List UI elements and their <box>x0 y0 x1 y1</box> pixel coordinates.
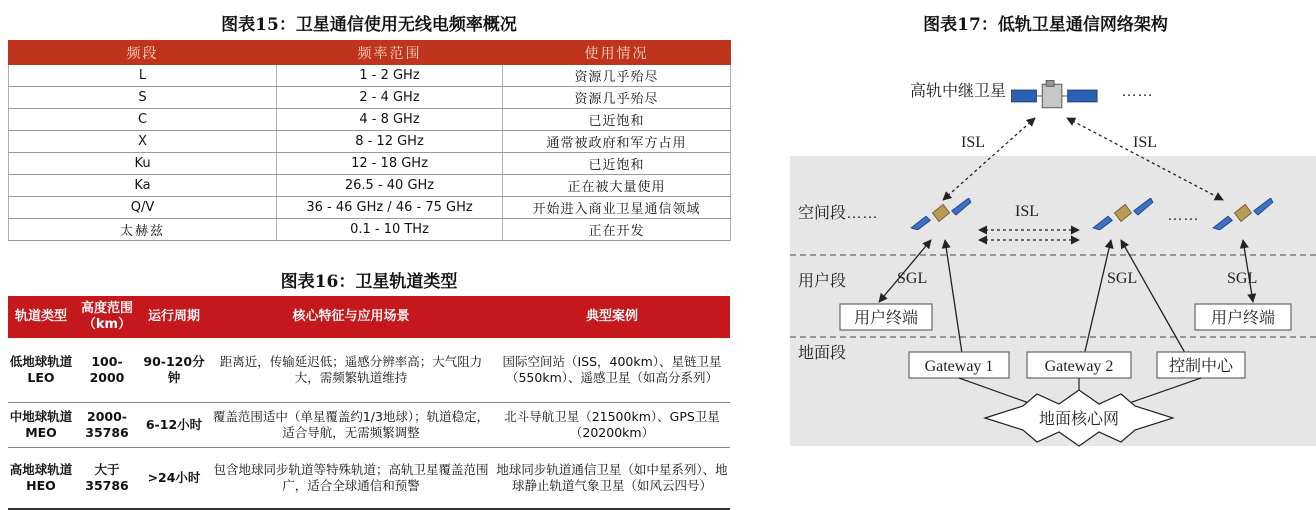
figure17-title: 图表17：低轨卫星通信网络架构 <box>923 15 1168 35</box>
period-cell: >24小时 <box>140 448 208 510</box>
table-row <box>9 87 731 109</box>
feature-cell: 包含地球同步轨道等特殊轨道；高轨卫星覆盖范围广，适合全球通信和预警 <box>208 448 494 510</box>
user-segment-label: 用户段 <box>798 273 847 290</box>
period-cell: 90-120分钟 <box>140 338 208 403</box>
feature-cell: 覆盖范围适中（单星覆盖约1/3地球）；轨道稳定，适合导航，无需频繁调整 <box>208 403 494 448</box>
column-header: 频段 <box>9 41 277 65</box>
isl-label-left: ISL <box>961 134 985 151</box>
orbit-name-cell: 高地球轨道HEO <box>8 448 74 510</box>
usage-cell: 已近饱和 <box>503 109 731 131</box>
table-row <box>8 338 730 403</box>
altitude-cell: 2000-35786 <box>74 403 140 448</box>
table-row <box>8 403 730 448</box>
sgl-label-middle: SGL <box>1107 270 1138 287</box>
column-header: 使用情况 <box>503 41 731 65</box>
table-row <box>8 448 730 510</box>
range-cell: 36 - 46 GHz / 46 - 75 GHz <box>277 197 503 219</box>
table-row <box>9 109 731 131</box>
core-network-label: 地面核心网 <box>1038 411 1120 428</box>
range-cell: 0.1 - 10 THz <box>277 219 503 241</box>
relay-satellite-label: 高轨中继卫星 <box>910 83 1007 100</box>
relay-satellite-icon <box>1011 80 1097 107</box>
column-header: 运行周期 <box>140 296 208 338</box>
table-row <box>9 175 731 197</box>
band-cell: Ka <box>9 175 277 197</box>
left-column <box>8 0 730 509</box>
usage-cell: 开始进入商业卫星通信领域 <box>503 197 731 219</box>
relay-ellipsis: …… <box>1121 83 1153 100</box>
column-header: 典型案例 <box>494 296 730 338</box>
band-cell: X <box>9 131 277 153</box>
altitude-cell: 100-2000 <box>74 338 140 403</box>
example-cell: 北斗导航卫星（21500km）、GPS卫星（20200km） <box>494 403 730 448</box>
user-terminal-label-right: 用户终端 <box>1210 310 1276 327</box>
range-cell: 26.5 - 40 GHz <box>277 175 503 197</box>
column-header: 高度范围（km） <box>74 296 140 338</box>
table-header-row <box>9 41 731 65</box>
example-cell: 国际空间站（ISS，400km）、星链卫星（550km）、遥感卫星（如高分系列） <box>494 338 730 403</box>
column-header: 频率范围 <box>277 41 503 65</box>
period-cell: 6-12小时 <box>140 403 208 448</box>
orbit-table <box>8 296 730 510</box>
orbit-name-cell: 低地球轨道LEO <box>8 338 74 403</box>
band-cell: C <box>9 109 277 131</box>
example-cell: 地球同步轨道通信卫星（如中星系列）、地球静止轨道气象卫星（如风云四号） <box>494 448 730 510</box>
control-center-label: 控制中心 <box>1168 358 1234 375</box>
frequency-table <box>8 40 731 241</box>
range-cell: 1 - 2 GHz <box>277 65 503 87</box>
gateway1-label: Gateway 1 <box>924 358 994 375</box>
sgl-label-left: SGL <box>897 270 928 287</box>
figure15-title: 图表15：卫星通信使用无线电频率概况 <box>221 15 517 35</box>
usage-cell: 资源几乎殆尽 <box>503 87 731 109</box>
column-header: 轨道类型 <box>8 296 74 338</box>
table-row <box>9 219 731 241</box>
band-cell: S <box>9 87 277 109</box>
leo-ellipsis: …… <box>1167 207 1199 224</box>
network-architecture-diagram <box>775 40 1316 480</box>
isl-label-middle: ISL <box>1015 203 1039 220</box>
band-cell: Ku <box>9 153 277 175</box>
usage-cell: 正在被大量使用 <box>503 175 731 197</box>
sgl-label-right: SGL <box>1227 270 1258 287</box>
figure16-title: 图表16：卫星轨道类型 <box>280 272 458 292</box>
band-cell: 太赫兹 <box>9 219 277 241</box>
ground-segment-label: 地面段 <box>798 345 847 362</box>
usage-cell: 通常被政府和军方占用 <box>503 131 731 153</box>
table-row <box>9 131 731 153</box>
range-cell: 12 - 18 GHz <box>277 153 503 175</box>
space-segment-label: 空间段…… <box>798 205 879 222</box>
right-column <box>775 0 1316 509</box>
table-row <box>9 153 731 175</box>
range-cell: 2 - 4 GHz <box>277 87 503 109</box>
isl-label-right: ISL <box>1133 134 1157 151</box>
usage-cell: 资源几乎殆尽 <box>503 65 731 87</box>
altitude-cell: 大于35786 <box>74 448 140 510</box>
band-cell: L <box>9 65 277 87</box>
user-terminal-label-left: 用户终端 <box>853 310 919 327</box>
usage-cell: 已近饱和 <box>503 153 731 175</box>
orbit-name-cell: 中地球轨道MEO <box>8 403 74 448</box>
table-header-row <box>8 296 730 338</box>
table-row <box>9 197 731 219</box>
feature-cell: 距离近，传输延迟低；遥感分辨率高；大气阻力大，需频繁轨道维持 <box>208 338 494 403</box>
range-cell: 8 - 12 GHz <box>277 131 503 153</box>
table-row <box>9 65 731 87</box>
gateway2-label: Gateway 2 <box>1044 358 1114 375</box>
usage-cell: 正在开发 <box>503 219 731 241</box>
column-header: 核心特征与应用场景 <box>208 296 494 338</box>
range-cell: 4 - 8 GHz <box>277 109 503 131</box>
band-cell: Q/V <box>9 197 277 219</box>
